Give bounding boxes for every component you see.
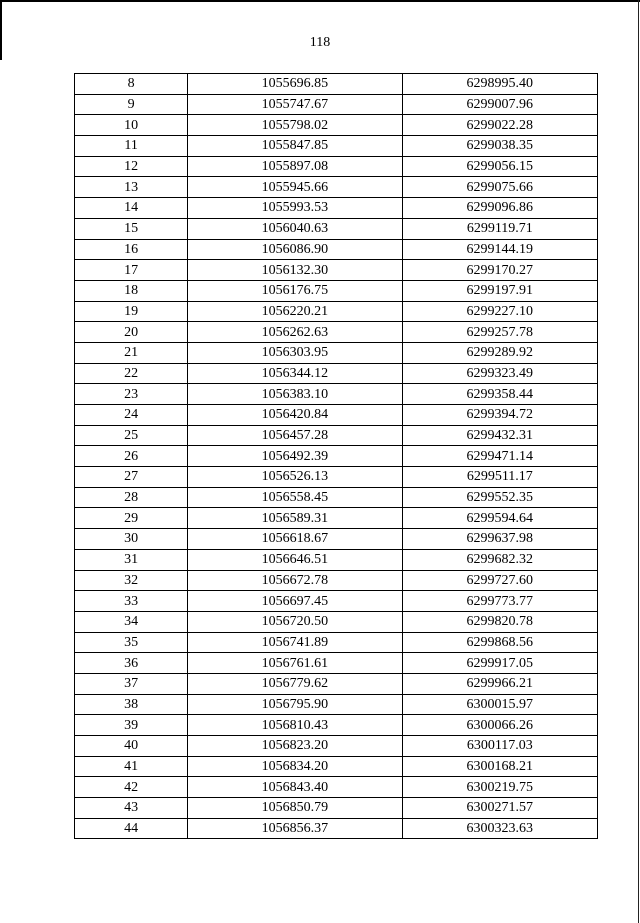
table-row [75,570,598,591]
page-border-right [638,0,639,923]
point-number-cell: 24 [75,405,188,426]
point-number-cell: 15 [75,218,188,239]
point-number-cell: 26 [75,446,188,467]
point-number-cell: 10 [75,115,188,136]
point-number-cell: 11 [75,136,188,157]
y-coordinate-cell: 6299917.05 [402,653,597,674]
table-row [75,218,598,239]
x-coordinate-cell: 1056697.45 [188,591,402,612]
table-row [75,715,598,736]
x-coordinate-cell: 1056672.78 [188,570,402,591]
x-coordinate-cell: 1056492.39 [188,446,402,467]
table-row [75,694,598,715]
y-coordinate-cell: 6300271.57 [402,798,597,819]
point-number-cell: 14 [75,198,188,219]
y-coordinate-cell: 6299432.31 [402,425,597,446]
table-row [75,342,598,363]
x-coordinate-cell: 1056420.84 [188,405,402,426]
table-row [75,818,598,839]
y-coordinate-cell: 6299594.64 [402,508,597,529]
x-coordinate-cell: 1056795.90 [188,694,402,715]
table-row [75,673,598,694]
table-row [75,777,598,798]
table-row [75,736,598,757]
point-number-cell: 39 [75,715,188,736]
table-row [75,94,598,115]
point-number-cell: 42 [75,777,188,798]
y-coordinate-cell: 6299637.98 [402,529,597,550]
point-number-cell: 36 [75,653,188,674]
point-number-cell: 43 [75,798,188,819]
point-number-cell: 19 [75,301,188,322]
x-coordinate-cell: 1055798.02 [188,115,402,136]
table-row [75,549,598,570]
y-coordinate-cell: 6298995.40 [402,74,597,95]
y-coordinate-cell: 6300117.03 [402,736,597,757]
table-row [75,156,598,177]
table-row [75,301,598,322]
table-row [75,280,598,301]
point-number-cell: 28 [75,487,188,508]
y-coordinate-cell: 6299119.71 [402,218,597,239]
point-number-cell: 13 [75,177,188,198]
table-row [75,322,598,343]
table-row [75,384,598,405]
x-coordinate-cell: 1056132.30 [188,260,402,281]
table-row [75,591,598,612]
table-row [75,136,598,157]
x-coordinate-cell: 1055847.85 [188,136,402,157]
y-coordinate-cell: 6299471.14 [402,446,597,467]
x-coordinate-cell: 1056843.40 [188,777,402,798]
point-number-cell: 44 [75,818,188,839]
table-row [75,632,598,653]
point-number-cell: 12 [75,156,188,177]
point-number-cell: 31 [75,549,188,570]
x-coordinate-cell: 1056720.50 [188,611,402,632]
x-coordinate-cell: 1055993.53 [188,198,402,219]
y-coordinate-cell: 6300323.63 [402,818,597,839]
y-coordinate-cell: 6299394.72 [402,405,597,426]
point-number-cell: 33 [75,591,188,612]
point-number-cell: 20 [75,322,188,343]
y-coordinate-cell: 6299323.49 [402,363,597,384]
y-coordinate-cell: 6299096.86 [402,198,597,219]
point-number-cell: 8 [75,74,188,95]
y-coordinate-cell: 6299022.28 [402,115,597,136]
table-row [75,260,598,281]
y-coordinate-cell: 6300015.97 [402,694,597,715]
table-row [75,405,598,426]
point-number-cell: 23 [75,384,188,405]
y-coordinate-cell: 6299056.15 [402,156,597,177]
y-coordinate-cell: 6300219.75 [402,777,597,798]
x-coordinate-cell: 1056810.43 [188,715,402,736]
x-coordinate-cell: 1056176.75 [188,280,402,301]
x-coordinate-cell: 1056823.20 [188,736,402,757]
x-coordinate-cell: 1055747.67 [188,94,402,115]
coordinates-table [74,73,598,839]
table-row [75,529,598,550]
x-coordinate-cell: 1056558.45 [188,487,402,508]
y-coordinate-cell: 6299966.21 [402,673,597,694]
table-row [75,487,598,508]
x-coordinate-cell: 1056344.12 [188,363,402,384]
x-coordinate-cell: 1056618.67 [188,529,402,550]
table-row [75,115,598,136]
y-coordinate-cell: 6299197.91 [402,280,597,301]
table-row [75,756,598,777]
x-coordinate-cell: 1056040.63 [188,218,402,239]
x-coordinate-cell: 1056220.21 [188,301,402,322]
table-row [75,653,598,674]
table-row [75,467,598,488]
point-number-cell: 21 [75,342,188,363]
x-coordinate-cell: 1056761.61 [188,653,402,674]
table-row [75,363,598,384]
x-coordinate-cell: 1056457.28 [188,425,402,446]
table-row [75,446,598,467]
x-coordinate-cell: 1055945.66 [188,177,402,198]
x-coordinate-cell: 1056741.89 [188,632,402,653]
point-number-cell: 22 [75,363,188,384]
x-coordinate-cell: 1055696.85 [188,74,402,95]
table-row [75,177,598,198]
y-coordinate-cell: 6299820.78 [402,611,597,632]
y-coordinate-cell: 6300066.26 [402,715,597,736]
point-number-cell: 27 [75,467,188,488]
point-number-cell: 40 [75,736,188,757]
x-coordinate-cell: 1056086.90 [188,239,402,260]
x-coordinate-cell: 1055897.08 [188,156,402,177]
page-border-top [0,0,640,2]
x-coordinate-cell: 1056589.31 [188,508,402,529]
y-coordinate-cell: 6299868.56 [402,632,597,653]
y-coordinate-cell: 6299144.19 [402,239,597,260]
point-number-cell: 41 [75,756,188,777]
y-coordinate-cell: 6299773.77 [402,591,597,612]
y-coordinate-cell: 6299075.66 [402,177,597,198]
point-number-cell: 29 [75,508,188,529]
y-coordinate-cell: 6299007.96 [402,94,597,115]
point-number-cell: 35 [75,632,188,653]
point-number-cell: 16 [75,239,188,260]
point-number-cell: 17 [75,260,188,281]
y-coordinate-cell: 6299358.44 [402,384,597,405]
table-row [75,611,598,632]
point-number-cell: 37 [75,673,188,694]
y-coordinate-cell: 6299257.78 [402,322,597,343]
table-row [75,239,598,260]
y-coordinate-cell: 6299227.10 [402,301,597,322]
point-number-cell: 34 [75,611,188,632]
table-row [75,425,598,446]
point-number-cell: 30 [75,529,188,550]
x-coordinate-cell: 1056856.37 [188,818,402,839]
point-number-cell: 38 [75,694,188,715]
table-row [75,508,598,529]
y-coordinate-cell: 6299552.35 [402,487,597,508]
page-number: 118 [309,35,331,50]
y-coordinate-cell: 6299682.32 [402,549,597,570]
x-coordinate-cell: 1056834.20 [188,756,402,777]
x-coordinate-cell: 1056779.62 [188,673,402,694]
y-coordinate-cell: 6299727.60 [402,570,597,591]
coordinates-table-body [75,74,598,839]
y-coordinate-cell: 6300168.21 [402,756,597,777]
page-border-left [0,0,2,60]
y-coordinate-cell: 6299289.92 [402,342,597,363]
table-row [75,798,598,819]
point-number-cell: 18 [75,280,188,301]
table-row [75,74,598,95]
point-number-cell: 25 [75,425,188,446]
x-coordinate-cell: 1056262.63 [188,322,402,343]
y-coordinate-cell: 6299170.27 [402,260,597,281]
x-coordinate-cell: 1056850.79 [188,798,402,819]
x-coordinate-cell: 1056646.51 [188,549,402,570]
point-number-cell: 9 [75,94,188,115]
x-coordinate-cell: 1056526.13 [188,467,402,488]
point-number-cell: 32 [75,570,188,591]
x-coordinate-cell: 1056303.95 [188,342,402,363]
y-coordinate-cell: 6299511.17 [402,467,597,488]
x-coordinate-cell: 1056383.10 [188,384,402,405]
table-row [75,198,598,219]
y-coordinate-cell: 6299038.35 [402,136,597,157]
